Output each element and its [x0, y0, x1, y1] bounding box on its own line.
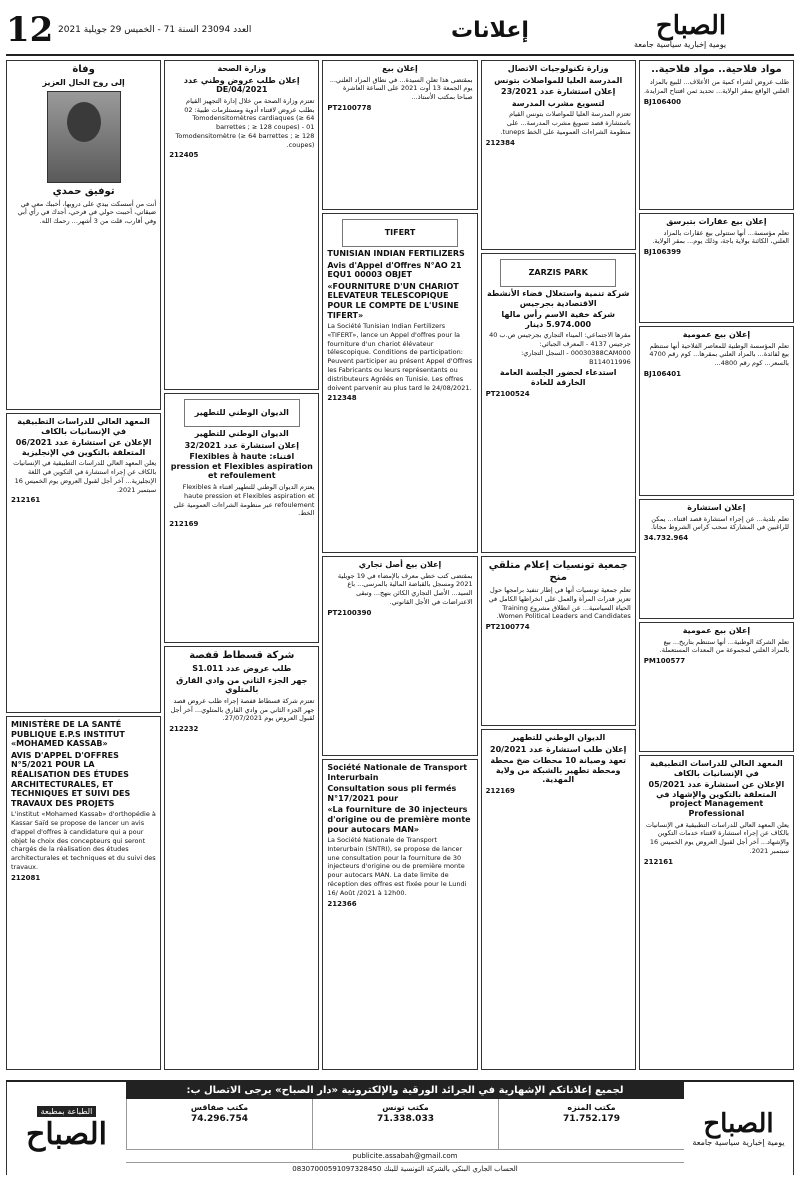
ad-zarzis-park: [481, 253, 636, 553]
office-sfax: [126, 1099, 312, 1149]
ad-title: إعلان بيع أصل تجاري: [358, 560, 442, 569]
column-e: [6, 60, 161, 1070]
ad-body: مقرها الاجتماعي: الميناء التجاري بجرجيس ص.ب 40 جرجيس 4137 - المعرف الجبائي: 00030388CAM000 - السجل التجاري: B114011996: [489, 331, 631, 366]
ad-sntri: [322, 759, 477, 1070]
ad-body: أنت من أسسكت بيدي على دروبها، أحببك معي في ضيقاتي، أحببت حولي في فرحي، أجدك في رأي أبي وفي أقارب، قلت من 3 أشهر... رحمك الله.: [17, 199, 157, 226]
office-phone: 74.296.754: [191, 1114, 248, 1125]
ad-sale-property: [639, 213, 794, 323]
ad-ref: BJ106400: [643, 97, 681, 106]
ad-ref: 212405: [169, 151, 199, 160]
ad-title: TUNISIAN INDIAN FERTILIZERS: [327, 249, 465, 258]
ad-body: تعلم الشركة الوطنية... أنها ستنظم بتاريخ... بيع بالمزاد العلني لمجموعة من المعدات المستعملة.: [659, 637, 789, 655]
ad-health-ministry: [164, 60, 319, 390]
portrait-photo: [47, 91, 121, 183]
ad-title: وزارة تكنولوجيات الاتصال: [507, 64, 609, 73]
ad-subtitle-3: لتسويغ مشرب المدرسة: [511, 98, 605, 108]
ad-subtitle-2: «FOURNITURE D'UN CHARIOT ELEVATEUR TELESCOPIQUE POUR LE COMPTE DE L'USINE TIFERT»: [327, 281, 459, 320]
ad-title: Société Nationale de Transport Interurbain: [327, 763, 468, 782]
ad-subtitle: AVIS D'APPEL D'OFFRES N°5/2021 POUR LA RÉALISATION DES ÉTUDES ARCHITECTURALES, ET TECHNIQUES ET SUIVI DES TRAVAUX DES PROJETS: [10, 750, 131, 808]
footer-logo: الصباح: [703, 1109, 774, 1140]
office-tunis: [312, 1099, 498, 1149]
ad-title: إعلان بيع عمومية: [682, 626, 751, 635]
ad-title: MINISTÈRE DE LA SANTÉ PUBLIQUE E.P.S INSTITUT «MOHAMED KASSAB»: [10, 720, 125, 749]
ad-sale: [322, 60, 477, 210]
ad-consultation: [639, 499, 794, 619]
ad-title: شركة تنمية واستغلال فضاء الأنشطة الاقتصادية بجرجيس: [487, 289, 630, 308]
printer-label: الطباعة بمطبعة: [37, 1106, 97, 1117]
ad-institute-kef-pmp: [639, 755, 794, 1070]
ad-body: يعلن المعهد العالي للدراسات التطبيقية في الإنسانيات بالكاف عن إجراء استشارة لاقتناء خدمات التكوين والإشهاد... آخر أجل لقبول العروض يوم الخميس 16 سبتمبر 2021.: [645, 820, 789, 855]
ad-subtitle: طلب عروض عدد S1.011: [192, 664, 292, 673]
ad-ref: BJ106401: [643, 369, 681, 378]
ad-body: تعتزم وزارة الصحة من خلال إدارة التجهيز القيام بطلب عروض لاقتناء أدوية ومستلزمات طبية: 02 Tomodensitomètres cardiaques (≥ 64 barrettes ; ≥ 128 coupes) - 01 Tomodensitomètre (≥ 64 barrettes ; ≥ 128 coupes).: [175, 96, 315, 149]
ad-onas-20: [481, 729, 636, 1070]
ad-public-sale-2: [639, 622, 794, 752]
ad-subtitle: إلى روح الخال العزيز: [42, 78, 125, 87]
section-title: إعلانات: [451, 17, 529, 43]
column-c: [322, 60, 477, 1070]
ad-ref: 212232: [169, 725, 199, 734]
ad-title: إعلان بيع عقارات بتبرسق: [666, 217, 767, 226]
ad-subtitle-2: جهر الجزء الثاني من وادي القارق بالمتلوي: [176, 675, 308, 695]
page-number: 12: [6, 10, 54, 50]
onas-logo: الديوان الوطني للتطهير: [184, 399, 300, 427]
ad-body: تعتزم شركة قسطاط قفصة إجراء طلب عروض قصد جهر الجزء الثاني من وادي القارق بالمتلوي... آخر أجل لقبول العروض يوم 27/07/2021.: [170, 696, 315, 723]
ad-body: بمقتضى هذا تعلن السيدة... في نطاق المزاد العلني... يوم الجمعة 13 أوت 2021 على الساعة العاشرة صباحا بمكتب الأستاذ...: [329, 75, 473, 102]
footer-contacts: [126, 1082, 684, 1175]
ad-ref: 212161: [10, 496, 41, 505]
office-name: مكتب صفاقس: [190, 1103, 249, 1112]
ad-tounissiet: [481, 556, 636, 726]
ad-ref: 212161: [643, 857, 674, 866]
ad-subtitle: إعلان طلب استشارة عدد 20/2021: [490, 744, 627, 754]
ad-subtitle-2: تعهد وصيانة 10 محطات ضخ محطة ومحطة تطهير بالشبكة من ولاية المهدية.: [490, 756, 627, 785]
ad-body: La Société Tunisian Indian Fertilizers «TIFERT», lance un Appel d'offres pour la fourniture d'un chariot élévateur télescopique. Conditions de participation: Peuvent participer au présent Appel d'Offres les Fabricants ou leurs représentants ou distributeurs Agréés en Tunisie. Les offres doivent parvenir au plus tard le 24/08/2021.: [327, 322, 473, 392]
ad-public-sale: [639, 326, 794, 496]
ad-ref: 212169: [169, 520, 199, 529]
column-b: [481, 60, 636, 1070]
ad-ref: PM100577: [643, 657, 686, 666]
office-menzah: [498, 1099, 684, 1149]
ad-title: جمعية تونسيات إعلام متلقي منح: [488, 560, 628, 583]
ad-title: وفاة: [72, 64, 95, 75]
ad-title: وزارة الصحة: [217, 64, 267, 73]
issue-line: العدد 23094 السنة 71 - الخميس 29 جويلية 2021: [58, 25, 252, 35]
ad-body: L'institut «Mohamed Kassab» d'orthopédie à Kassar Saïd se propose de lancer un avis d'appel d'offres à candidature qui a pour objet le choix des concepteurs qui seront chargés de la réalisation des études architecturales et techniques et du suivi des travaux.: [10, 810, 156, 871]
ad-obituary: [6, 60, 161, 410]
ad-title: الديوان الوطني للتطهير: [194, 429, 289, 438]
newspaper-tagline: يومية إخبارية سياسية جامعة: [634, 39, 727, 49]
ad-body: La Société Nationale de Transport Interurbain (SNTRI), se propose de lancer une consultation pour la fourniture de 30 injecteurs d'origine ou de première monte pour autocars MAN. La date limite de réception des offres est fixée pour le Lundi 16/ Août /2021 à 12h00.: [327, 836, 467, 897]
ad-subtitle-2: «La fourniture de 30 injecteurs d'origine ou de première monte pour autocars MAN»: [327, 805, 471, 834]
ad-subtitle: Consultation sous pli fermés N°17/2021 pour: [327, 784, 457, 803]
ad-kassab-institute: [6, 716, 161, 1070]
ad-ref: BJ106399: [643, 248, 681, 257]
office-phone: 71.338.033: [377, 1114, 434, 1125]
ad-institute-kef-english: [6, 413, 161, 713]
ad-subtitle-2: إعلان استشارة عدد 23/2021: [501, 87, 616, 97]
office-list: [126, 1099, 684, 1149]
masthead: [634, 11, 794, 50]
printer-logo: الصباح: [25, 1116, 108, 1152]
ad-subtitle-2: استدعاء لحضور الجلسة العامة الخارقة للعادة: [499, 368, 617, 388]
ad-agri: [639, 60, 794, 210]
office-name: مكتب المنزه: [567, 1103, 616, 1112]
ad-body: تعلم مؤسسة... أنها ستتولى بيع عقارات بالمزاد العلني، الكائنة بولاية باجة، وذلك يوم... بمقر الولاية.: [652, 228, 789, 246]
ad-gafsa-phosphate: [164, 646, 319, 1070]
ad-ref: 212348: [327, 394, 357, 403]
ad-onas-32: [164, 393, 319, 643]
footer-email: publicite.assabah@gmail.com: [126, 1149, 684, 1162]
ad-ref: PT2100778: [327, 103, 372, 112]
ad-title: شركة قسطاط قفصة: [189, 650, 295, 661]
ad-tifert: [322, 213, 477, 553]
ad-body: تعلم المؤسسة الوطنية للمعاصر الفلاحية أنها ستنظم بيع لفائدة... بالمزاد العلني بمقرها... كوم رقم 4700 بالسعر... كوم رقم 4800...: [649, 341, 789, 368]
ad-title: مواد فلاحية.. مواد فلاحية..: [651, 64, 782, 75]
contact-footer: [6, 1080, 794, 1175]
ad-body: تعتزم المدرسة العليا للمواصلات بتونس القيام باستشارة قصد تسويغ مشرب المدرسة... على منظومة الشراءات العمومية على الخط tuneps.: [500, 110, 631, 136]
printer-brand: [6, 1082, 126, 1175]
ad-ref: PT2100390: [327, 608, 372, 617]
ad-body: تعلم جمعية تونسيات أنها في إطار تنفيذ برامجها حول تعزيز قدرات المرأة والعمل على انخراطها الكامل في الحياة السياسية... عن انطلاق مشروع Training Women Political Leaders and Candidates.: [488, 586, 631, 621]
deceased-name: توفيق حمدي: [52, 185, 115, 197]
ad-sup-com: [481, 60, 636, 250]
ad-title: المعهد العالي للدراسات التطبيقية في الإنسانيات بالكاف: [650, 759, 783, 778]
column-a: [639, 60, 794, 1070]
footer-tagline: يومية إخبارية سياسية جامعة: [692, 1138, 785, 1148]
ad-subtitle: شركة خفية الاسم رأس مالها 5.974.000 دينار: [501, 310, 615, 329]
ad-subtitle: إعلان استشارة عدد 32/2021: [184, 440, 299, 450]
tifert-logo: TIFERT: [342, 219, 458, 247]
office-phone: 71.752.179: [563, 1114, 620, 1125]
ad-body: تعلم بلدية... عن إجراء استشارة قصد اقتناء... يمكن للراغبين في المشاركة سحب كراس الشروط مجانا.: [650, 514, 789, 532]
ad-ref: 34.732.964: [643, 534, 689, 543]
footer-heading: لجميع إعلاناتكم الإشهارية في الجرائد الورقية والإلكترونية «دار الصباح» يرجى الاتصال ب:: [126, 1082, 684, 1099]
ad-title: إعلان بيع: [382, 64, 418, 73]
ad-title: المعهد العالي للدراسات التطبيقية في الإنسانيات بالكاف: [17, 417, 150, 436]
ad-ref: 212081: [10, 873, 41, 882]
ads-columns: [6, 60, 794, 1070]
newspaper-logo: الصباح: [655, 10, 727, 41]
zarzis-park-logo: ZARZIS PARK: [500, 259, 616, 287]
ad-ref: 212366: [327, 899, 357, 908]
ad-body: طلب عروض لشراء كمية من الأعلاف... للبيع بالمزاد العلني الواقع بمقر الولاية... تحديد ثمن افتتاح المزايدة.: [643, 78, 789, 95]
ad-title: الديوان الوطني للتطهير: [511, 733, 606, 742]
page-header: [6, 6, 794, 56]
ad-subtitle: الإعلان عن استشارة عدد 06/2021 المتعلقة بالتكوين في الإنجليزية: [15, 438, 152, 457]
footer-brand: [684, 1082, 794, 1175]
ad-ref: PT2100774: [485, 623, 530, 632]
footer-bank-account: الحساب الجاري البنكي بالشركة التونسية للبنك 08307000591097328450: [126, 1162, 684, 1175]
ad-body: يعلن المعهد العالي للدراسات التطبيقية في الإنسانيات بالكاف عن إجراء استشارة في التكوين في اللغة الإنجليزية... آخر أجل لقبول العروض يوم الخميس 16 سبتمبر 2021.: [13, 459, 157, 494]
ad-body: يعتزم الديوان الوطني للتطهير اقتناء Flexibles à haute pression et Flexibles aspiration et refoulement عبر منظومة الشراءات العمومية على الخط.: [173, 482, 315, 518]
ad-sale-business: [322, 556, 477, 756]
office-name: مكتب تونس: [382, 1103, 429, 1112]
ad-ref: 212169: [485, 786, 515, 795]
ad-subtitle: الإعلان عن استشارة عدد 05/2021 المتعلقة بالتكوين والإشهاد في project Management Professional: [648, 780, 785, 818]
ad-subtitle: المدرسة العليا للمواصلات بتونس: [494, 75, 623, 85]
ad-body: بمقتضى كتب خطي معرف بالإمضاء في 19 جويلية 2021 ومسجل بالقباضة المالية بالمرسى... باع السيد... الأصل التجاري الكائن بنهج... وتبقى الاعتراضات في الأجل القانوني.: [337, 571, 473, 606]
ad-subtitle: Avis d'Appel d'Offres N°AO 21 EQU1 00003 OBJET: [327, 260, 462, 280]
ad-title: إعلان بيع عمومية: [682, 330, 751, 339]
ad-ref: 212384: [485, 138, 515, 147]
ad-ref: PT2100524: [485, 389, 530, 398]
column-d: [164, 60, 319, 1070]
ad-subtitle: إعلان طلب عروض وطني عدد DE/04/2021: [183, 75, 300, 95]
ad-title: إعلان استشارة: [687, 503, 746, 512]
ad-subtitle-2: اقتناء: Flexibles à haute pression et Flexibles aspiration et refoulement: [170, 452, 313, 481]
